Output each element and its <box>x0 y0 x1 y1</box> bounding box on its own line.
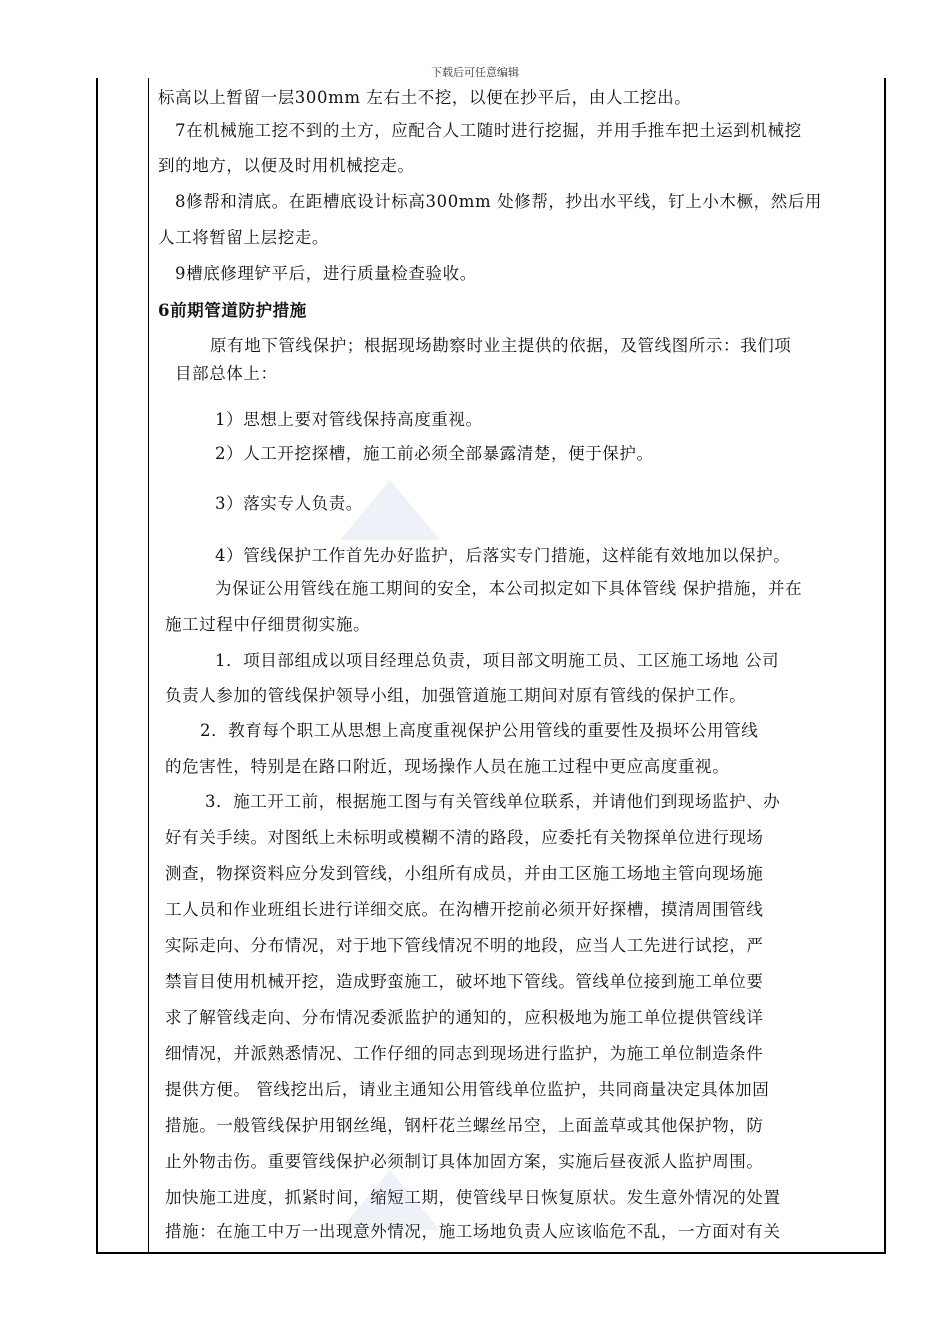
body-line: 细情况，并派熟悉情况、工作仔细的同志到现场进行监护，为施工单位制造条件 <box>165 1044 764 1063</box>
body-line: 好有关手续。对图纸上未标明或模糊不清的路段，应委托有关物探单位进行现场 <box>165 828 764 847</box>
body-line: 1．项目部组成以项目经理总负责，项目部文明施工员、工区施工场地 公司 <box>215 651 780 670</box>
body-line: 为保证公用管线在施工期间的安全，本公司拟定如下具体管线 保护措施，并在 <box>215 579 803 598</box>
body-line: 测查，物探资料应分发到管线，小组所有成员，并由工区施工场地主管向现场施 <box>165 864 764 883</box>
list-item: 1）思想上要对管线保持高度重视。 <box>215 410 483 429</box>
list-item: 2）人工开挖探槽，施工前必须全部暴露清楚，便于保护。 <box>215 444 654 463</box>
list-item: 4）管线保护工作首先办好监护，后落实专门措施，这样能有效地加以保护。 <box>215 546 791 565</box>
body-line: 8修帮和清底。在距槽底设计标高300mm 处修帮，抄出水平线，钉上小木橛，然后用 <box>175 192 823 211</box>
body-line: 实际走向、分布情况，对于地下管线情况不明的地段，应当人工先进行试挖，严 <box>165 936 764 955</box>
body-line: 提供方便。 管线挖出后，请业主通知公用管线单位监护，共同商量决定具体加固 <box>165 1080 770 1099</box>
section-heading: 6前期管道防护措施 <box>158 301 307 320</box>
body-line: 求了解管线走向、分布情况委派监护的通知的，应积极地为施工单位提供管线详 <box>165 1008 764 1027</box>
body-line: 措施：在施工中万一出现意外情况，施工场地负责人应该临危不乱，一方面对有关 <box>165 1222 781 1241</box>
body-line: 3．施工开工前，根据施工图与有关管线单位联系，并请他们到现场监护、办 <box>205 792 781 811</box>
body-line: 目部总体上： <box>175 364 278 383</box>
body-line: 的危害性，特别是在路口附近，现场操作人员在施工过程中更应高度重视。 <box>165 757 730 776</box>
body-line: 2．教育每个职工从思想上高度重视保护公用管线的重要性及损坏公用管线 <box>200 721 759 740</box>
body-line: 9槽底修理铲平后，进行质量检查验收。 <box>175 264 477 283</box>
body-line: 工人员和作业班组长进行详细交底。在沟槽开挖前必须开好探槽，摸清周围管线 <box>165 900 764 919</box>
table-column-divider <box>148 78 149 1252</box>
body-line: 到的地方，以便及时用机械挖走。 <box>158 156 415 175</box>
body-line: 加快施工进度，抓紧时间，缩短工期，使管线早日恢复原状。发生意外情况的处置 <box>165 1188 781 1207</box>
body-line: 禁盲目使用机械开挖，造成野蛮施工，破坏地下管线。管线单位接到施工单位要 <box>165 972 764 991</box>
body-line: 负责人参加的管线保护领导小组，加强管道施工期间对原有管线的保护工作。 <box>165 686 747 705</box>
body-line: 人工将暂留上层挖走。 <box>158 228 329 247</box>
body-line: 施工过程中仔细贯彻实施。 <box>165 615 371 634</box>
body-line: 措施。一般管线保护用钢丝绳，钢杆花兰螺丝吊空，上面盖草或其他保护物，防 <box>165 1116 764 1135</box>
body-line: 原有地下管线保护；根据现场勘察时业主提供的依据，及管线图所示：我们项 <box>210 336 792 355</box>
body-line: 标高以上暂留一层300mm 左右土不挖，以便在抄平后，由人工挖出。 <box>158 88 692 107</box>
body-line: 止外物击伤。重要管线保护必须制订具体加固方案，实施后昼夜派人监护周围。 <box>165 1152 764 1171</box>
list-item: 3）落实专人负责。 <box>215 494 363 513</box>
header-note: 下载后可任意编辑 <box>431 66 519 79</box>
body-line: 7在机械施工挖不到的土方，应配合人工随时进行挖掘，并用手推车把土运到机械挖 <box>175 121 802 140</box>
